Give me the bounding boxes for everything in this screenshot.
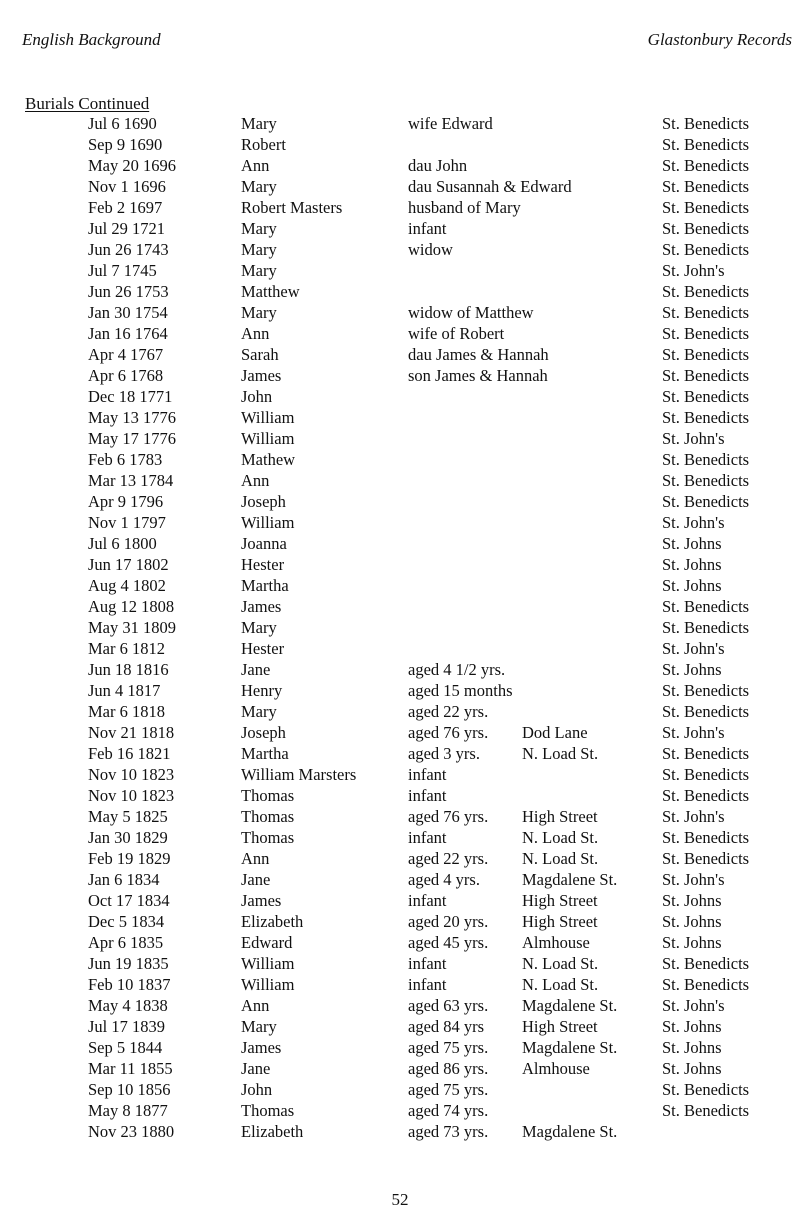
table-row bbox=[0, 281, 800, 302]
burial-date: May 4 1838 bbox=[88, 996, 168, 1015]
burial-date: Jul 29 1721 bbox=[88, 219, 166, 238]
person-name: Hester bbox=[241, 555, 285, 574]
church-name: St. Benedicts bbox=[662, 114, 750, 133]
burial-date: Aug 4 1802 bbox=[88, 576, 166, 595]
church-name: St. Johns bbox=[662, 1017, 722, 1036]
burial-note: aged 75 yrs. bbox=[408, 1038, 489, 1057]
burial-note: infant bbox=[408, 786, 447, 805]
table-row bbox=[0, 554, 800, 575]
person-name: Robert bbox=[241, 135, 286, 154]
table-row bbox=[0, 701, 800, 722]
running-header-left: English Background bbox=[22, 30, 161, 49]
burial-note: aged 84 yrs bbox=[408, 1017, 485, 1036]
person-name: Joseph bbox=[241, 723, 286, 742]
table-row bbox=[0, 365, 800, 386]
burial-date: Sep 10 1856 bbox=[88, 1080, 171, 1099]
burial-date: Jun 26 1753 bbox=[88, 282, 169, 301]
table-row bbox=[0, 344, 800, 365]
burial-date: May 17 1776 bbox=[88, 429, 176, 448]
table-row bbox=[0, 449, 800, 470]
residence-place: Dod Lane bbox=[522, 723, 588, 742]
burial-date: Jan 16 1764 bbox=[88, 324, 168, 343]
church-name: St. Benedicts bbox=[662, 765, 750, 784]
person-name: William bbox=[241, 429, 295, 448]
table-row bbox=[0, 617, 800, 638]
burial-date: Jul 17 1839 bbox=[88, 1017, 166, 1036]
burial-note: aged 63 yrs. bbox=[408, 996, 489, 1015]
person-name: Mary bbox=[241, 219, 277, 238]
church-name: St. Benedicts bbox=[662, 786, 750, 805]
section-title: Burials Continued bbox=[25, 94, 150, 113]
church-name: St. Benedicts bbox=[662, 408, 750, 427]
burial-note: aged 15 months bbox=[408, 681, 513, 700]
table-row bbox=[0, 974, 800, 995]
burial-note: aged 75 yrs. bbox=[408, 1080, 489, 1099]
burial-note: infant bbox=[408, 891, 447, 910]
table-row bbox=[0, 575, 800, 596]
burial-note: aged 76 yrs. bbox=[408, 807, 489, 826]
person-name: Elizabeth bbox=[241, 912, 304, 931]
burial-note: aged 20 yrs. bbox=[408, 912, 489, 931]
burial-date: Jul 6 1690 bbox=[88, 114, 157, 133]
person-name: Thomas bbox=[241, 828, 295, 847]
person-name: Thomas bbox=[241, 1101, 295, 1120]
church-name: St. John's bbox=[662, 261, 725, 280]
person-name: Mary bbox=[241, 114, 277, 133]
burial-note: wife of Robert bbox=[408, 324, 505, 343]
burial-note: dau John bbox=[408, 156, 468, 175]
burial-date: Jul 7 1745 bbox=[88, 261, 157, 280]
person-name: Sarah bbox=[241, 345, 279, 364]
table-row bbox=[0, 197, 800, 218]
church-name: St. Benedicts bbox=[662, 1080, 750, 1099]
table-row bbox=[0, 638, 800, 659]
burial-date: Apr 4 1767 bbox=[88, 345, 164, 364]
residence-place: High Street bbox=[522, 912, 598, 931]
burial-date: May 8 1877 bbox=[88, 1101, 168, 1120]
burial-note: dau Susannah & Edward bbox=[408, 177, 572, 196]
church-name: St. Benedicts bbox=[662, 198, 750, 217]
person-name: Edward bbox=[241, 933, 293, 952]
church-name: St. Benedicts bbox=[662, 324, 750, 343]
burial-note: wife Edward bbox=[408, 114, 493, 133]
burial-date: Mar 11 1855 bbox=[88, 1059, 173, 1078]
burial-date: Feb 2 1697 bbox=[88, 198, 163, 217]
burial-date: Sep 5 1844 bbox=[88, 1038, 163, 1057]
church-name: St. John's bbox=[662, 807, 725, 826]
table-row bbox=[0, 113, 800, 134]
table-row bbox=[0, 239, 800, 260]
burial-note: infant bbox=[408, 828, 447, 847]
burial-date: May 31 1809 bbox=[88, 618, 176, 637]
person-name: Martha bbox=[241, 744, 289, 763]
table-row bbox=[0, 785, 800, 806]
person-name: Ann bbox=[241, 849, 270, 868]
residence-place: N. Load St. bbox=[522, 975, 599, 994]
table-row bbox=[0, 869, 800, 890]
burial-date: Apr 9 1796 bbox=[88, 492, 164, 511]
burial-note: aged 74 yrs. bbox=[408, 1101, 489, 1120]
residence-place: Magdalene St. bbox=[522, 1038, 618, 1057]
church-name: St. John's bbox=[662, 513, 725, 532]
table-row bbox=[0, 407, 800, 428]
person-name: William Marsters bbox=[241, 765, 357, 784]
residence-place: Almhouse bbox=[522, 1059, 590, 1078]
church-name: St. John's bbox=[662, 639, 725, 658]
person-name: Matthew bbox=[241, 282, 300, 301]
person-name: Mary bbox=[241, 240, 277, 259]
person-name: Joanna bbox=[241, 534, 287, 553]
church-name: St. Johns bbox=[662, 534, 722, 553]
burial-date: Nov 21 1818 bbox=[88, 723, 175, 742]
running-header-right: Glastonbury Records bbox=[647, 30, 792, 49]
person-name: William bbox=[241, 513, 295, 532]
burial-date: Jun 18 1816 bbox=[88, 660, 169, 679]
burial-date: Nov 1 1696 bbox=[88, 177, 166, 196]
church-name: St. Benedicts bbox=[662, 303, 750, 322]
person-name: William bbox=[241, 975, 295, 994]
burial-note: son James & Hannah bbox=[408, 366, 548, 385]
residence-place: N. Load St. bbox=[522, 954, 599, 973]
burial-date: May 5 1825 bbox=[88, 807, 168, 826]
church-name: St. Benedicts bbox=[662, 702, 750, 721]
table-row bbox=[0, 260, 800, 281]
burial-date: May 20 1696 bbox=[88, 156, 176, 175]
table-row bbox=[0, 533, 800, 554]
table-row bbox=[0, 932, 800, 953]
residence-place: N. Load St. bbox=[522, 828, 599, 847]
table-row bbox=[0, 596, 800, 617]
residence-place: High Street bbox=[522, 891, 598, 910]
burial-note: aged 73 yrs. bbox=[408, 1122, 489, 1141]
person-name: James bbox=[241, 597, 282, 616]
church-name: St. John's bbox=[662, 429, 725, 448]
person-name: Jane bbox=[241, 870, 271, 889]
burial-date: Jan 30 1754 bbox=[88, 303, 168, 322]
burial-date: Feb 19 1829 bbox=[88, 849, 171, 868]
burial-note: infant bbox=[408, 219, 447, 238]
burial-date: Feb 10 1837 bbox=[88, 975, 171, 994]
church-name: St. Benedicts bbox=[662, 681, 750, 700]
person-name: Ann bbox=[241, 324, 270, 343]
church-name: St. Johns bbox=[662, 555, 722, 574]
person-name: William bbox=[241, 408, 295, 427]
residence-place: N. Load St. bbox=[522, 744, 599, 763]
table-row bbox=[0, 743, 800, 764]
church-name: St. Johns bbox=[662, 1038, 722, 1057]
person-name: Ann bbox=[241, 156, 270, 175]
burial-note: aged 76 yrs. bbox=[408, 723, 489, 742]
residence-place: Magdalene St. bbox=[522, 870, 618, 889]
table-row bbox=[0, 764, 800, 785]
burial-date: Apr 6 1768 bbox=[88, 366, 164, 385]
burial-date: Dec 5 1834 bbox=[88, 912, 165, 931]
church-name: St. Benedicts bbox=[662, 177, 750, 196]
church-name: St. Benedicts bbox=[662, 387, 750, 406]
person-name: Elizabeth bbox=[241, 1122, 304, 1141]
person-name: Martha bbox=[241, 576, 289, 595]
person-name: James bbox=[241, 366, 282, 385]
burial-note: husband of Mary bbox=[408, 198, 521, 217]
burial-note: aged 22 yrs. bbox=[408, 702, 489, 721]
person-name: Thomas bbox=[241, 807, 295, 826]
church-name: St. Benedicts bbox=[662, 1101, 750, 1120]
church-name: St. Johns bbox=[662, 891, 722, 910]
table-row bbox=[0, 848, 800, 869]
burial-note: aged 45 yrs. bbox=[408, 933, 489, 952]
burial-date: Jun 4 1817 bbox=[88, 681, 161, 700]
person-name: Mary bbox=[241, 303, 277, 322]
residence-place: Magdalene St. bbox=[522, 1122, 618, 1141]
burial-date: Mar 6 1812 bbox=[88, 639, 165, 658]
church-name: St. Benedicts bbox=[662, 618, 750, 637]
table-row bbox=[0, 1016, 800, 1037]
church-name: St. Johns bbox=[662, 933, 722, 952]
table-row bbox=[0, 1100, 800, 1121]
person-name: Ann bbox=[241, 996, 270, 1015]
table-row bbox=[0, 890, 800, 911]
church-name: St. Benedicts bbox=[662, 450, 750, 469]
church-name: St. Benedicts bbox=[662, 240, 750, 259]
burial-date: Sep 9 1690 bbox=[88, 135, 163, 154]
church-name: St. Johns bbox=[662, 660, 722, 679]
burial-date: Jan 30 1829 bbox=[88, 828, 168, 847]
person-name: Hester bbox=[241, 639, 285, 658]
burial-date: Aug 12 1808 bbox=[88, 597, 175, 616]
table-row bbox=[0, 218, 800, 239]
table-row bbox=[0, 1058, 800, 1079]
burial-note: aged 4 yrs. bbox=[408, 870, 480, 889]
burial-date: Nov 10 1823 bbox=[88, 786, 175, 805]
table-row bbox=[0, 806, 800, 827]
burial-date: Jun 19 1835 bbox=[88, 954, 169, 973]
person-name: Mary bbox=[241, 1017, 277, 1036]
burial-date: Dec 18 1771 bbox=[88, 387, 173, 406]
burial-note: aged 3 yrs. bbox=[408, 744, 480, 763]
person-name: James bbox=[241, 891, 282, 910]
table-row bbox=[0, 722, 800, 743]
church-name: St. Benedicts bbox=[662, 828, 750, 847]
burial-date: Mar 6 1818 bbox=[88, 702, 165, 721]
residence-place: High Street bbox=[522, 1017, 598, 1036]
person-name: Jane bbox=[241, 1059, 271, 1078]
table-row bbox=[0, 470, 800, 491]
residence-place: High Street bbox=[522, 807, 598, 826]
table-row bbox=[0, 386, 800, 407]
church-name: St. Benedicts bbox=[662, 744, 750, 763]
person-name: Robert Masters bbox=[241, 198, 343, 217]
burial-note: aged 86 yrs. bbox=[408, 1059, 489, 1078]
person-name: Ann bbox=[241, 471, 270, 490]
church-name: St. John's bbox=[662, 996, 725, 1015]
table-row bbox=[0, 995, 800, 1016]
person-name: William bbox=[241, 954, 295, 973]
table-row bbox=[0, 953, 800, 974]
person-name: James bbox=[241, 1038, 282, 1057]
table-row bbox=[0, 659, 800, 680]
burial-date: Jun 26 1743 bbox=[88, 240, 169, 259]
table-row bbox=[0, 827, 800, 848]
burial-date: May 13 1776 bbox=[88, 408, 176, 427]
residence-place: Almhouse bbox=[522, 933, 590, 952]
burial-date: Feb 16 1821 bbox=[88, 744, 171, 763]
residence-place: N. Load St. bbox=[522, 849, 599, 868]
church-name: St. John's bbox=[662, 870, 725, 889]
person-name: Mary bbox=[241, 618, 277, 637]
burial-note: aged 4 1/2 yrs. bbox=[408, 660, 506, 679]
burial-date: Mar 13 1784 bbox=[88, 471, 174, 490]
residence-place: Magdalene St. bbox=[522, 996, 618, 1015]
person-name: John bbox=[241, 1080, 273, 1099]
church-name: St. Benedicts bbox=[662, 471, 750, 490]
table-row bbox=[0, 911, 800, 932]
burial-date: Oct 17 1834 bbox=[88, 891, 170, 910]
church-name: St. Benedicts bbox=[662, 849, 750, 868]
table-row bbox=[0, 491, 800, 512]
burial-note: infant bbox=[408, 765, 447, 784]
burial-note: widow bbox=[408, 240, 453, 259]
church-name: St. Benedicts bbox=[662, 219, 750, 238]
church-name: St. John's bbox=[662, 723, 725, 742]
burial-note: aged 22 yrs. bbox=[408, 849, 489, 868]
table-row bbox=[0, 155, 800, 176]
table-row bbox=[0, 323, 800, 344]
person-name: Mary bbox=[241, 702, 277, 721]
table-row bbox=[0, 1121, 800, 1142]
table-row bbox=[0, 512, 800, 533]
burial-note: widow of Matthew bbox=[408, 303, 534, 322]
burial-note: dau James & Hannah bbox=[408, 345, 549, 364]
church-name: St. Benedicts bbox=[662, 282, 750, 301]
burial-records-table bbox=[0, 113, 800, 1142]
church-name: St. Benedicts bbox=[662, 156, 750, 175]
person-name: Joseph bbox=[241, 492, 286, 511]
church-name: St. Johns bbox=[662, 576, 722, 595]
church-name: St. Benedicts bbox=[662, 954, 750, 973]
table-row bbox=[0, 428, 800, 449]
person-name: Jane bbox=[241, 660, 271, 679]
church-name: St. Benedicts bbox=[662, 492, 750, 511]
burial-date: Nov 1 1797 bbox=[88, 513, 166, 532]
burial-note: infant bbox=[408, 975, 447, 994]
person-name: Henry bbox=[241, 681, 283, 700]
burial-date: Nov 23 1880 bbox=[88, 1122, 175, 1141]
person-name: Mathew bbox=[241, 450, 296, 469]
church-name: St. Benedicts bbox=[662, 366, 750, 385]
table-row bbox=[0, 134, 800, 155]
burial-date: Jan 6 1834 bbox=[88, 870, 160, 889]
person-name: Mary bbox=[241, 177, 277, 196]
burial-date: Feb 6 1783 bbox=[88, 450, 163, 469]
page-number: 52 bbox=[391, 1190, 409, 1209]
burial-date: Nov 10 1823 bbox=[88, 765, 175, 784]
burial-note: infant bbox=[408, 954, 447, 973]
table-row bbox=[0, 1079, 800, 1100]
church-name: St. Benedicts bbox=[662, 975, 750, 994]
burial-date: Jul 6 1800 bbox=[88, 534, 157, 553]
church-name: St. Benedicts bbox=[662, 135, 750, 154]
person-name: Thomas bbox=[241, 786, 295, 805]
table-row bbox=[0, 302, 800, 323]
burial-date: Jun 17 1802 bbox=[88, 555, 169, 574]
church-name: St. Johns bbox=[662, 912, 722, 931]
table-row bbox=[0, 1037, 800, 1058]
table-row bbox=[0, 680, 800, 701]
person-name: John bbox=[241, 387, 273, 406]
table-row bbox=[0, 176, 800, 197]
church-name: St. Benedicts bbox=[662, 597, 750, 616]
church-name: St. Benedicts bbox=[662, 345, 750, 364]
person-name: Mary bbox=[241, 261, 277, 280]
burial-date: Apr 6 1835 bbox=[88, 933, 164, 952]
church-name: St. Johns bbox=[662, 1059, 722, 1078]
